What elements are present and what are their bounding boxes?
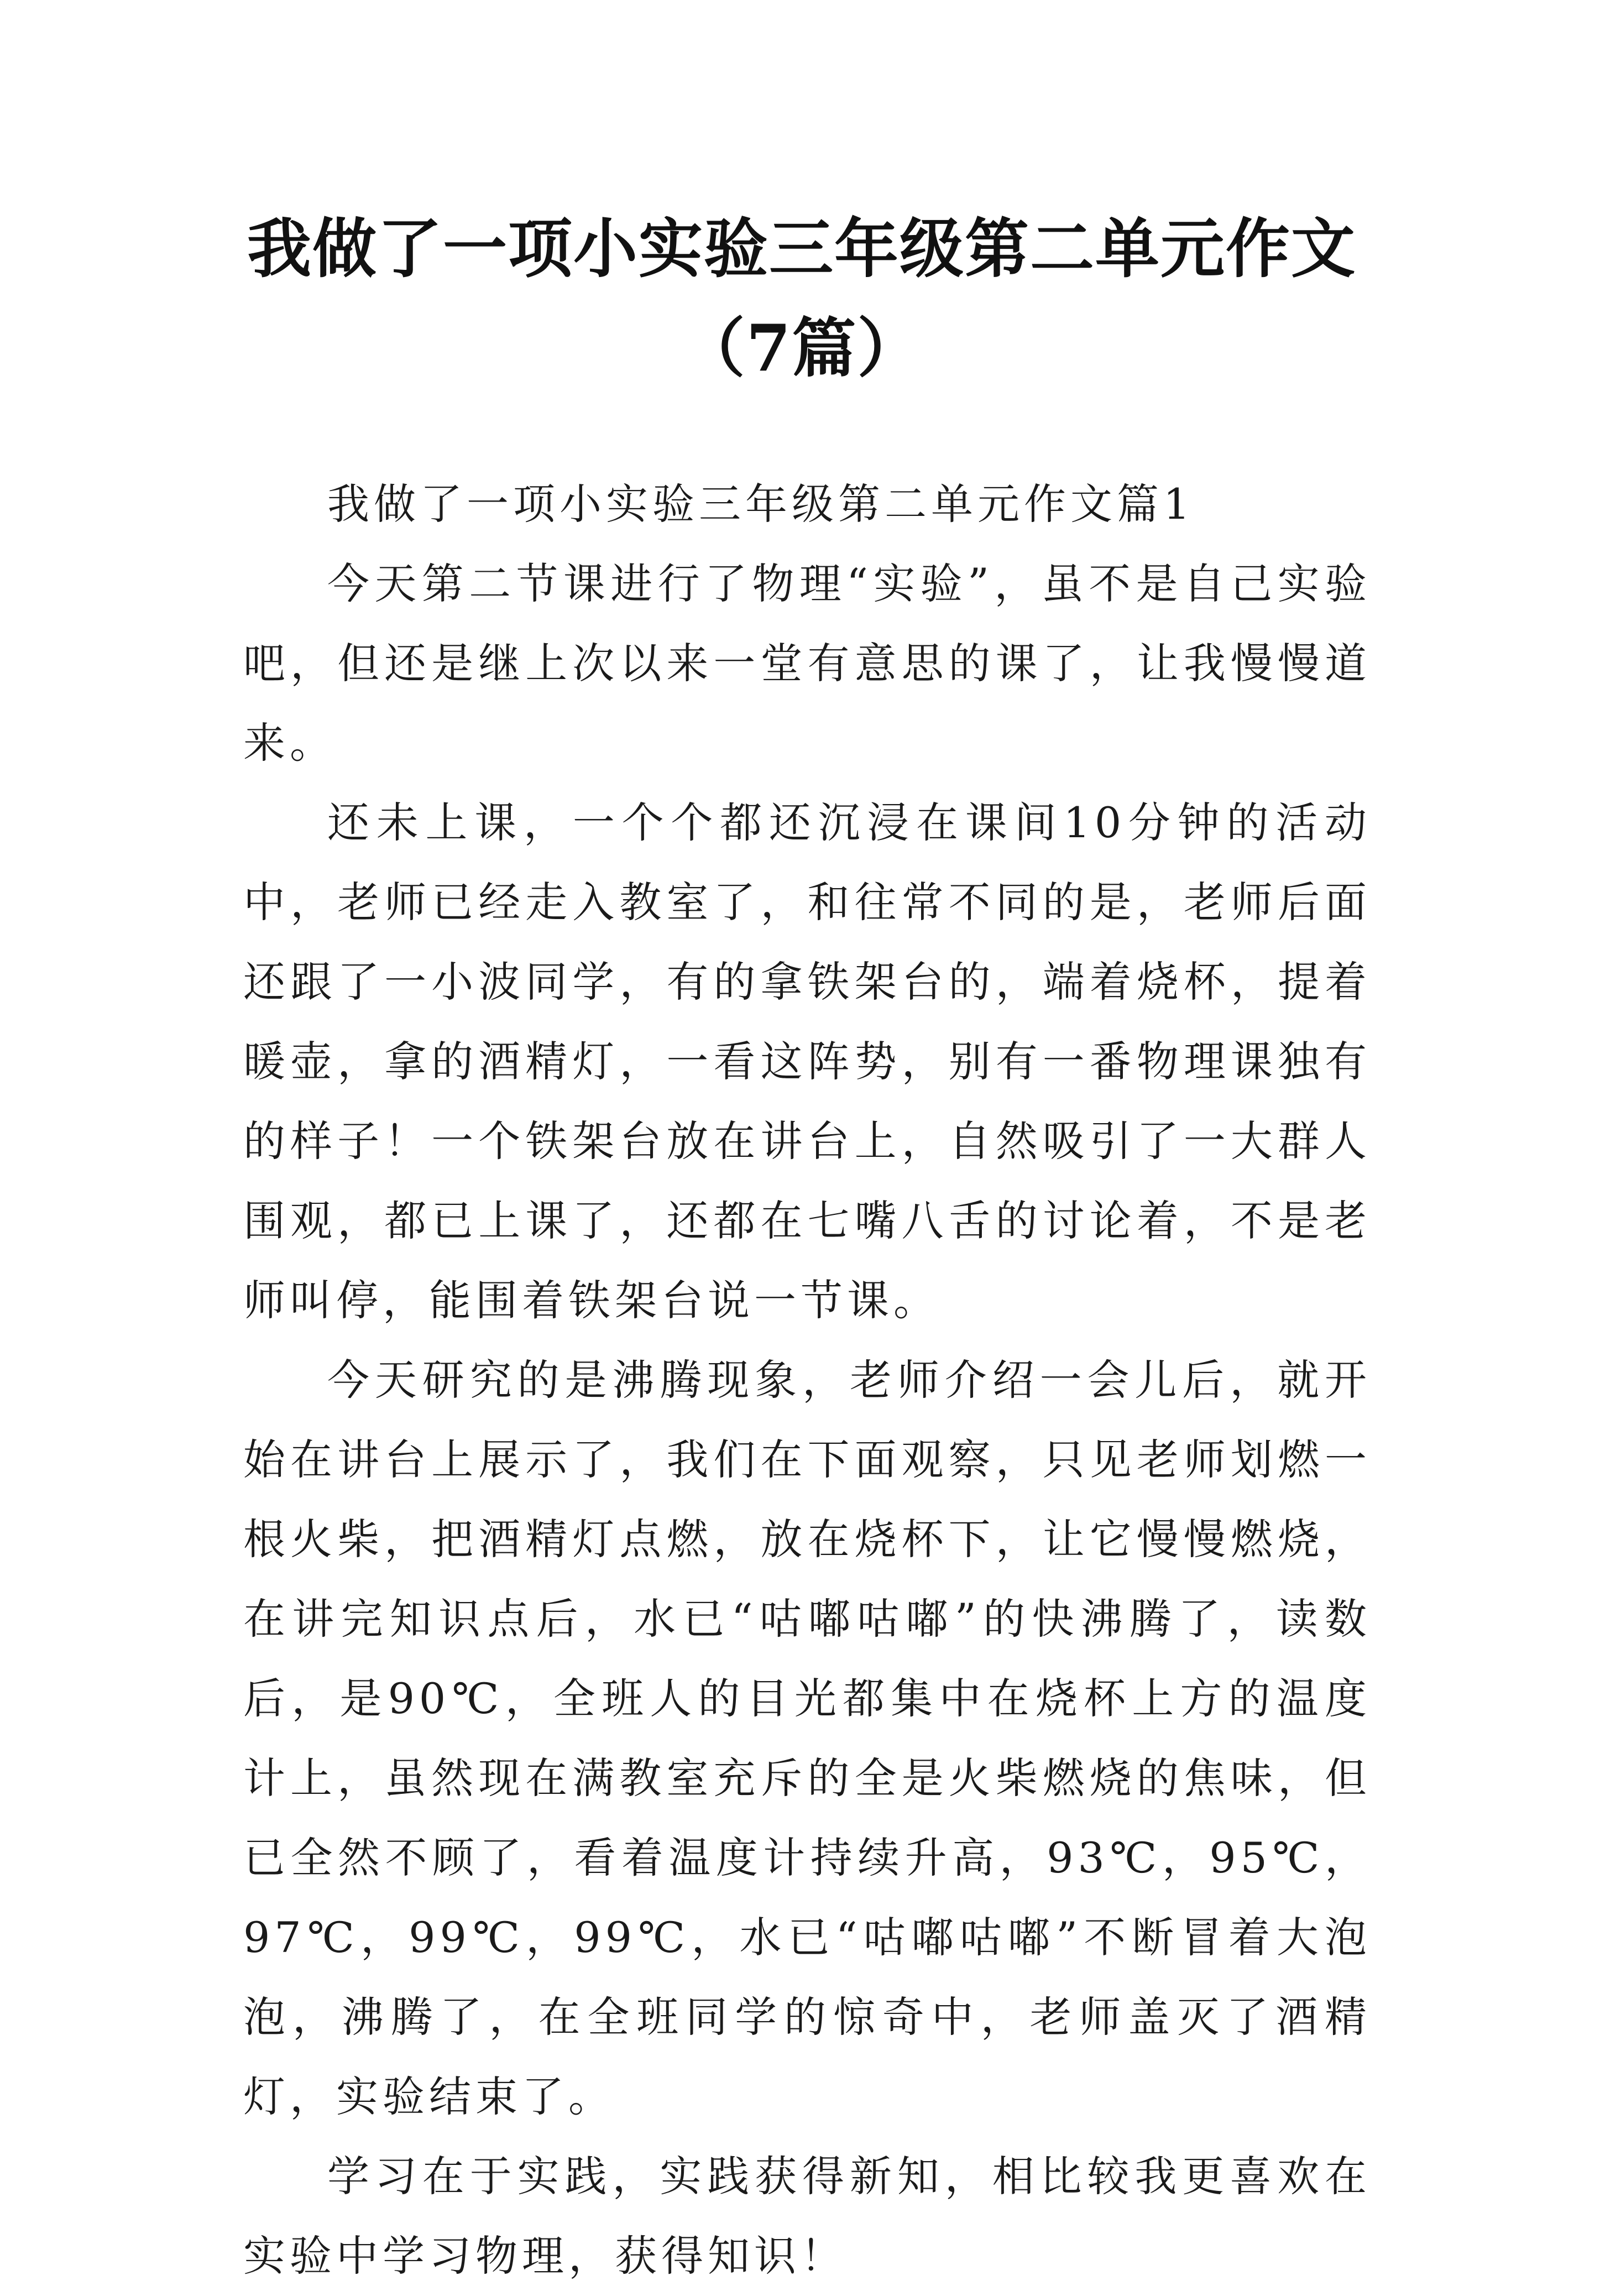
paragraph: 今天研究的是沸腾现象，老师介绍一会儿后，就开始在讲台上展示了，我们在下面观察，只见老师划燃一根火柴，把酒精灯点燃，放在烧杯下，让它慢慢燃烧，在讲完知识点后，水已“咕嘟咕嘟”的快沸腾了，读数后，是90℃，全班人的目光都集中在烧杯上方的温度计上，虽然现在满教室充斥的全是火柴燃烧的焦味，但已全然不顾了，看着温度计持续升高，93℃，95℃，97℃，99℃，99℃，水已“咕嘟咕嘟”不断冒着大泡泡，沸腾了，在全班同学的惊奇中，老师盖灭了酒精灯，实验结束了。 <box>243 1355 1371 2121</box>
document-title: 我做了一项小实验三年级第二单元作文（7篇） <box>247 211 1356 386</box>
document-body <box>243 465 1371 2296</box>
section-heading: 我做了一项小实验三年级第二单元作文篇1 <box>327 479 1195 529</box>
paragraph: 学习在于实践，实践获得新知，相比较我更喜欢在实验中学习物理，获得知识！ <box>243 2152 1371 2281</box>
paragraph: 还未上课，一个个都还沉浸在课间10分钟的活动中，老师已经走入教室了，和往常不同的是，老师后面还跟了一小波同学，有的拿铁架台的，端着烧杯，提着暖壶，拿的酒精灯，一看这阵势，别有一番物理课独有的样子！一个铁架台放在讲台上，自然吸引了一大群人围观，都已上课了，还都在七嘴八舌的讨论着，不是老师叫停，能围着铁架台说一节课。 <box>243 798 1371 1325</box>
paragraph: 今天第二节课进行了物理“实验”，虽不是自己实验吧，但还是继上次以来一堂有意思的课了，让我慢慢道来。 <box>243 559 1371 768</box>
